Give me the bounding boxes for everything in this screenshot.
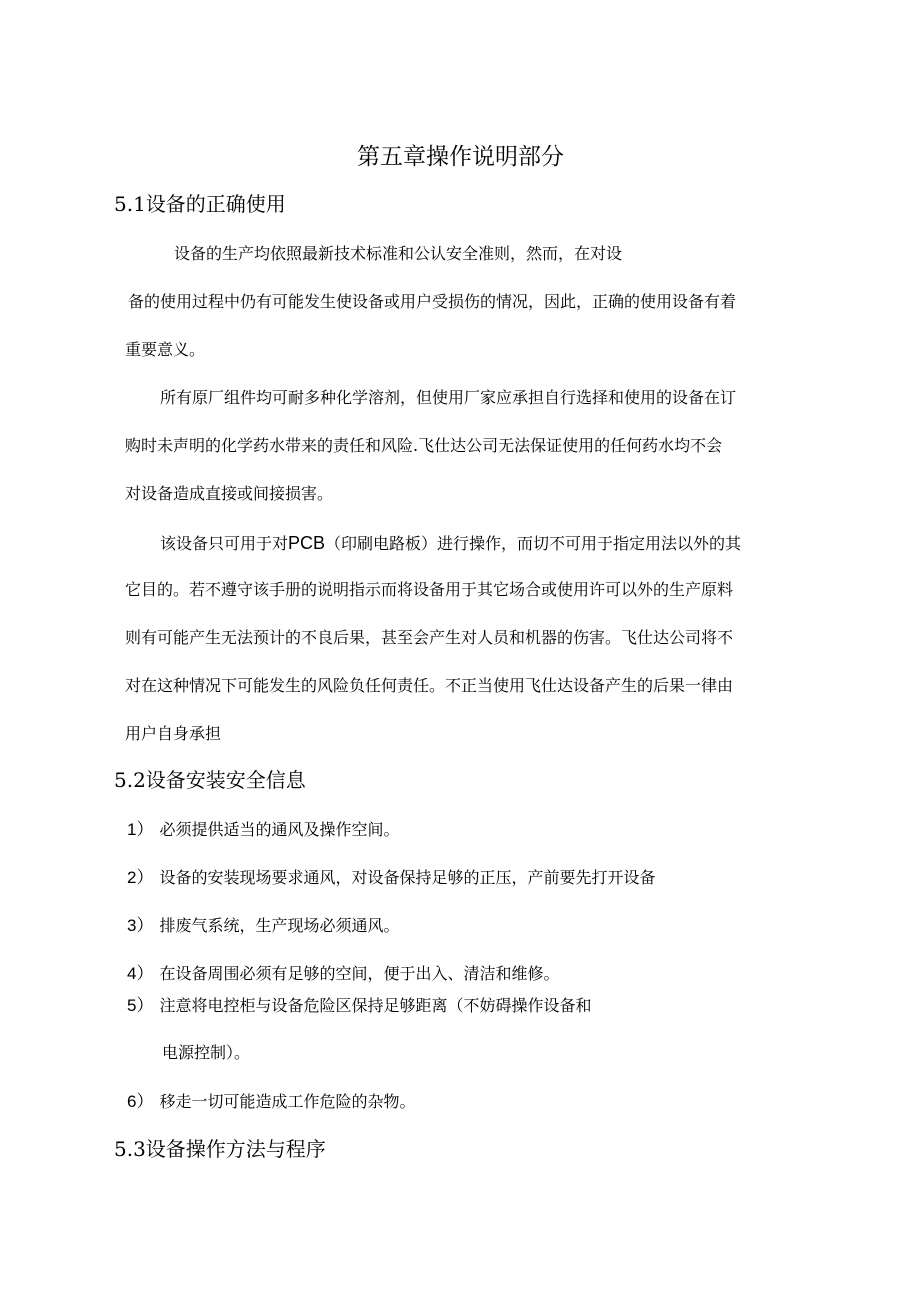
list-item [127, 1093, 415, 1110]
paragraph-line: 备的使用过程中仍有可能发生使设备或用户受损伤的情况，因此，正确的使用设备有着 [128, 292, 737, 311]
paragraph-line: 对在这种情况下可能发生的风险负任何责任。不正当使用飞仕达设备产生的后果一律由 [125, 676, 734, 695]
paragraph-line: 购时未声明的化学药水带来的责任和风险.飞仕达公司无法保证使用的任何药水均不会 [125, 436, 723, 455]
section-heading-5-3: 5.3设备操作方法与程序 [114, 1137, 326, 1161]
list-number: 6） [127, 1092, 154, 1111]
list-item [127, 917, 399, 934]
chapter-title: 第五章操作说明部分 [357, 144, 564, 170]
list-text: 注意将电控柜与设备危险区保持足够距离（不妨碍操作设备和 [159, 996, 592, 1015]
list-text: 排废气系统，生产现场必须通风。 [159, 916, 400, 935]
list-number: 3） [127, 916, 154, 935]
paragraph-line: 重要意义。 [125, 340, 206, 359]
paragraph-line [160, 534, 741, 552]
pcb-term: PCB [288, 533, 326, 553]
list-number: 5） [127, 996, 154, 1015]
section-heading-5-1: 5.1设备的正确使用 [114, 192, 286, 216]
list-item-continuation: 电源控制）。 [162, 1043, 251, 1062]
section-heading-5-2: 5.2设备安装安全信息 [114, 768, 306, 792]
paragraph-line: 对设备造成直接或间接损害。 [125, 484, 334, 503]
list-text: 在设备周围必须有足够的空间，便于出入、清洁和维修。 [159, 964, 560, 983]
paragraph-text: （印刷电路板）进行操作，而切不可用于指定用法以外的其 [325, 534, 742, 553]
list-item [127, 821, 399, 838]
list-text: 移走一切可能造成工作危险的杂物。 [159, 1092, 416, 1111]
list-item [127, 965, 559, 982]
paragraph-line: 设备的生产均依照最新技术标准和公认安全准则，然而，在对设 [174, 244, 623, 263]
paragraph-line: 所有原厂组件均可耐多种化学溶剂，但使用厂家应承担自行选择和使用的设备在订 [160, 388, 737, 407]
list-number: 1） [127, 820, 154, 839]
paragraph-line: 用户自身承担 [125, 724, 222, 743]
paragraph-line: 它目的。若不遵守该手册的说明指示而将设备用于其它场合或使用许可以外的生产原料 [125, 580, 734, 599]
list-item [127, 997, 591, 1014]
paragraph-text: 该设备只可用于对 [160, 534, 289, 553]
list-text: 必须提供适当的通风及操作空间。 [159, 820, 400, 839]
list-text: 设备的安装现场要求通风，对设备保持足够的正压，产前要先打开设备 [159, 868, 656, 887]
paragraph-line: 则有可能产生无法预计的不良后果，甚至会产生对人员和机器的伤害。飞仕达公司将不 [125, 628, 734, 647]
list-number: 2） [127, 868, 154, 887]
list-item [127, 869, 655, 886]
list-number: 4） [127, 964, 154, 983]
